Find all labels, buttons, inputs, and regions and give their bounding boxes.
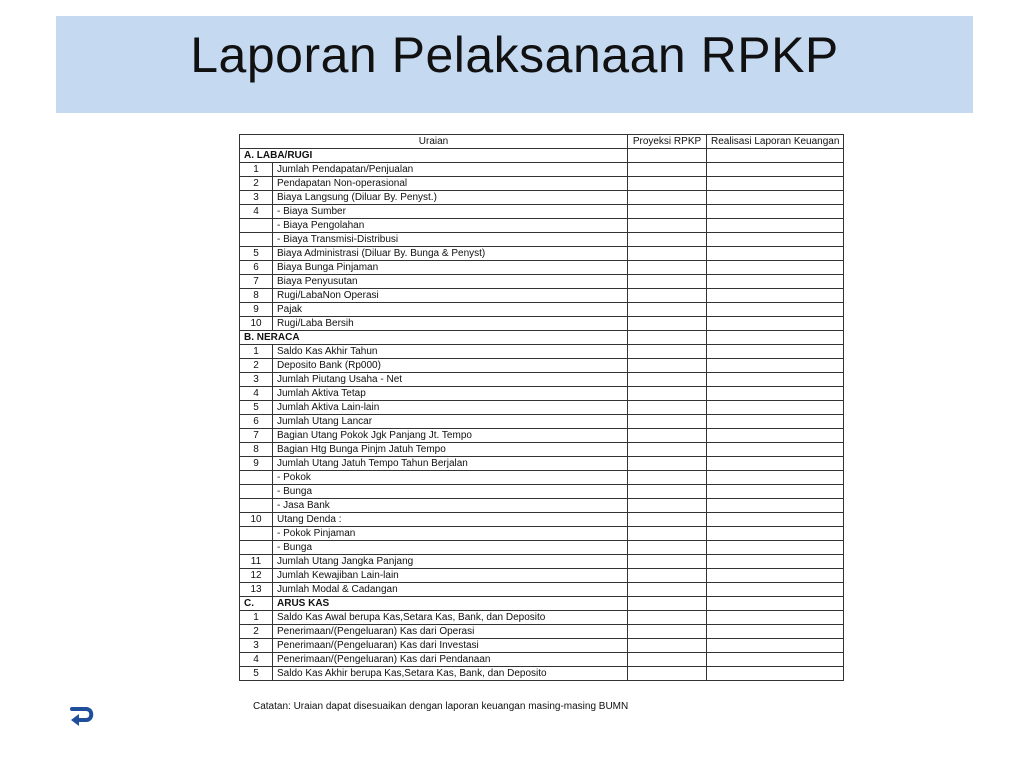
table-row xyxy=(240,415,844,429)
realisasi-cell xyxy=(707,569,844,583)
row-number: 12 xyxy=(240,569,273,583)
proyeksi-cell xyxy=(628,555,707,569)
row-description: Jumlah Piutang Usaha - Net xyxy=(273,373,628,387)
realisasi-cell xyxy=(707,275,844,289)
row-description: Jumlah Utang Jangka Panjang xyxy=(273,555,628,569)
proyeksi-cell xyxy=(628,233,707,247)
proyeksi-cell xyxy=(628,247,707,261)
realisasi-cell xyxy=(707,149,844,163)
proyeksi-cell xyxy=(628,317,707,331)
realisasi-cell xyxy=(707,541,844,555)
table-row xyxy=(240,345,844,359)
proyeksi-cell xyxy=(628,667,707,681)
table-row xyxy=(240,163,844,177)
table-row xyxy=(240,653,844,667)
row-number: 9 xyxy=(240,457,273,471)
proyeksi-cell xyxy=(628,359,707,373)
proyeksi-cell xyxy=(628,639,707,653)
row-description: Biaya Langsung (Diluar By. Penyst.) xyxy=(273,191,628,205)
section-row xyxy=(240,149,844,163)
realisasi-cell xyxy=(707,303,844,317)
table-row xyxy=(240,527,844,541)
realisasi-cell xyxy=(707,555,844,569)
row-number: 9 xyxy=(240,303,273,317)
proyeksi-cell xyxy=(628,191,707,205)
proyeksi-cell xyxy=(628,275,707,289)
table-row xyxy=(240,261,844,275)
realisasi-cell xyxy=(707,653,844,667)
table-row xyxy=(240,667,844,681)
row-number: 6 xyxy=(240,261,273,275)
proyeksi-cell xyxy=(628,261,707,275)
realisasi-cell xyxy=(707,191,844,205)
realisasi-cell xyxy=(707,331,844,345)
proyeksi-cell xyxy=(628,597,707,611)
realisasi-cell xyxy=(707,667,844,681)
row-number xyxy=(240,485,273,499)
table-row xyxy=(240,429,844,443)
row-number: 8 xyxy=(240,289,273,303)
row-number xyxy=(240,499,273,513)
table-body xyxy=(240,149,844,681)
table-row xyxy=(240,247,844,261)
realisasi-cell xyxy=(707,611,844,625)
row-number xyxy=(240,541,273,555)
row-number: 1 xyxy=(240,345,273,359)
row-description: Jumlah Utang Jatuh Tempo Tahun Berjalan xyxy=(273,457,628,471)
proyeksi-cell xyxy=(628,345,707,359)
proyeksi-cell xyxy=(628,331,707,345)
row-description: Rugi/Laba Bersih xyxy=(273,317,628,331)
row-description: - Biaya Pengolahan xyxy=(273,219,628,233)
table-row xyxy=(240,513,844,527)
table-row xyxy=(240,457,844,471)
row-description: Utang Denda : xyxy=(273,513,628,527)
proyeksi-cell xyxy=(628,457,707,471)
row-number: 13 xyxy=(240,583,273,597)
realisasi-cell xyxy=(707,219,844,233)
realisasi-cell xyxy=(707,625,844,639)
row-number: 1 xyxy=(240,611,273,625)
table-row xyxy=(240,205,844,219)
row-number: 5 xyxy=(240,401,273,415)
proyeksi-cell xyxy=(628,485,707,499)
row-description: Saldo Kas Awal berupa Kas,Setara Kas, Bank, dan Deposito xyxy=(273,611,628,625)
proyeksi-cell xyxy=(628,653,707,667)
proyeksi-cell xyxy=(628,443,707,457)
proyeksi-cell xyxy=(628,303,707,317)
row-description: Jumlah Kewajiban Lain-lain xyxy=(273,569,628,583)
row-number: 8 xyxy=(240,443,273,457)
realisasi-cell xyxy=(707,639,844,653)
row-number xyxy=(240,527,273,541)
table-row xyxy=(240,569,844,583)
row-number xyxy=(240,471,273,485)
proyeksi-cell xyxy=(628,219,707,233)
proyeksi-cell xyxy=(628,429,707,443)
realisasi-cell xyxy=(707,317,844,331)
table-row xyxy=(240,387,844,401)
proyeksi-cell xyxy=(628,541,707,555)
row-description: Pendapatan Non-operasional xyxy=(273,177,628,191)
proyeksi-cell xyxy=(628,569,707,583)
realisasi-cell xyxy=(707,443,844,457)
row-number: 3 xyxy=(240,191,273,205)
realisasi-cell xyxy=(707,289,844,303)
row-description: Jumlah Pendapatan/Penjualan xyxy=(273,163,628,177)
row-description: Penerimaan/(Pengeluaran) Kas dari Investasi xyxy=(273,639,628,653)
row-description: Rugi/LabaNon Operasi xyxy=(273,289,628,303)
table-row xyxy=(240,359,844,373)
row-description: - Biaya Sumber xyxy=(273,205,628,219)
header-uraian: Uraian xyxy=(240,135,628,149)
realisasi-cell xyxy=(707,471,844,485)
row-number: 11 xyxy=(240,555,273,569)
proyeksi-cell xyxy=(628,205,707,219)
realisasi-cell xyxy=(707,429,844,443)
section-row xyxy=(240,597,844,611)
proyeksi-cell xyxy=(628,387,707,401)
proyeksi-cell xyxy=(628,513,707,527)
row-number: 3 xyxy=(240,639,273,653)
table-row xyxy=(240,177,844,191)
realisasi-cell xyxy=(707,401,844,415)
proyeksi-cell xyxy=(628,499,707,513)
proyeksi-cell xyxy=(628,289,707,303)
table-row xyxy=(240,471,844,485)
realisasi-cell xyxy=(707,387,844,401)
title-banner xyxy=(56,16,973,113)
realisasi-cell xyxy=(707,247,844,261)
row-number: 5 xyxy=(240,667,273,681)
row-number: 2 xyxy=(240,359,273,373)
realisasi-cell xyxy=(707,359,844,373)
realisasi-cell xyxy=(707,177,844,191)
row-description: Jumlah Modal & Cadangan xyxy=(273,583,628,597)
row-number: 7 xyxy=(240,429,273,443)
realisasi-cell xyxy=(707,499,844,513)
proyeksi-cell xyxy=(628,401,707,415)
row-description: Saldo Kas Akhir berupa Kas,Setara Kas, Bank, dan Deposito xyxy=(273,667,628,681)
row-description: Jumlah Aktiva Lain-lain xyxy=(273,401,628,415)
proyeksi-cell xyxy=(628,373,707,387)
realisasi-cell xyxy=(707,163,844,177)
proyeksi-cell xyxy=(628,625,707,639)
proyeksi-cell xyxy=(628,527,707,541)
row-description: Jumlah Utang Lancar xyxy=(273,415,628,429)
realisasi-cell xyxy=(707,373,844,387)
header-proyeksi: Proyeksi RPKP xyxy=(628,135,707,149)
proyeksi-cell xyxy=(628,149,707,163)
table-row xyxy=(240,219,844,233)
return-arrow-icon[interactable] xyxy=(68,704,98,730)
row-description: Jumlah Aktiva Tetap xyxy=(273,387,628,401)
section-title: ARUS KAS xyxy=(273,597,628,611)
row-number: 1 xyxy=(240,163,273,177)
table-row xyxy=(240,555,844,569)
table-header-row xyxy=(240,135,844,149)
realisasi-cell xyxy=(707,485,844,499)
row-description: Biaya Penyusutan xyxy=(273,275,628,289)
row-number: 4 xyxy=(240,387,273,401)
row-number: 6 xyxy=(240,415,273,429)
table-row xyxy=(240,611,844,625)
proyeksi-cell xyxy=(628,177,707,191)
row-description: Biaya Bunga Pinjaman xyxy=(273,261,628,275)
proyeksi-cell xyxy=(628,611,707,625)
row-number: 3 xyxy=(240,373,273,387)
row-number xyxy=(240,233,273,247)
row-description: Deposito Bank (Rp000) xyxy=(273,359,628,373)
row-number: 2 xyxy=(240,177,273,191)
row-description: Penerimaan/(Pengeluaran) Kas dari Operasi xyxy=(273,625,628,639)
realisasi-cell xyxy=(707,261,844,275)
row-number: 5 xyxy=(240,247,273,261)
row-description: - Bunga xyxy=(273,485,628,499)
table-row xyxy=(240,317,844,331)
row-description: Bagian Utang Pokok Jgk Panjang Jt. Tempo xyxy=(273,429,628,443)
table-row xyxy=(240,289,844,303)
row-number: 10 xyxy=(240,317,273,331)
row-number: 4 xyxy=(240,205,273,219)
row-description: Penerimaan/(Pengeluaran) Kas dari Pendanaan xyxy=(273,653,628,667)
table-row xyxy=(240,233,844,247)
realisasi-cell xyxy=(707,597,844,611)
realisasi-cell xyxy=(707,415,844,429)
table-row xyxy=(240,485,844,499)
report-document xyxy=(239,134,844,681)
table-row xyxy=(240,499,844,513)
table-row xyxy=(240,639,844,653)
section-label: B. NERACA xyxy=(240,331,628,345)
table-row xyxy=(240,541,844,555)
table-row xyxy=(240,191,844,205)
realisasi-cell xyxy=(707,513,844,527)
table-row xyxy=(240,625,844,639)
table-row xyxy=(240,373,844,387)
row-description: Pajak xyxy=(273,303,628,317)
row-description: - Jasa Bank xyxy=(273,499,628,513)
proyeksi-cell xyxy=(628,471,707,485)
slide-title: Laporan Pelaksanaan RPKP xyxy=(190,27,839,83)
table-row xyxy=(240,275,844,289)
row-description: - Pokok Pinjaman xyxy=(273,527,628,541)
proyeksi-cell xyxy=(628,415,707,429)
row-number: 4 xyxy=(240,653,273,667)
row-description: Bagian Htg Bunga Pinjm Jatuh Tempo xyxy=(273,443,628,457)
row-description: Saldo Kas Akhir Tahun xyxy=(273,345,628,359)
row-number: 2 xyxy=(240,625,273,639)
row-number: 10 xyxy=(240,513,273,527)
proyeksi-cell xyxy=(628,163,707,177)
realisasi-cell xyxy=(707,233,844,247)
realisasi-cell xyxy=(707,527,844,541)
realisasi-cell xyxy=(707,583,844,597)
section-row xyxy=(240,331,844,345)
header-realisasi: Realisasi Laporan Keuangan xyxy=(707,135,844,149)
proyeksi-cell xyxy=(628,583,707,597)
row-number: 7 xyxy=(240,275,273,289)
row-number xyxy=(240,219,273,233)
table-row xyxy=(240,443,844,457)
realisasi-cell xyxy=(707,457,844,471)
row-description: - Pokok xyxy=(273,471,628,485)
footnote: Catatan: Uraian dapat disesuaikan dengan laporan keuangan masing-masing BUMN xyxy=(253,701,629,712)
row-description: - Bunga xyxy=(273,541,628,555)
row-description: - Biaya Transmisi-Distribusi xyxy=(273,233,628,247)
rpkp-table xyxy=(239,134,844,681)
table-row xyxy=(240,583,844,597)
section-label: C. xyxy=(240,597,273,611)
row-description: Biaya Administrasi (Diluar By. Bunga & Penyst) xyxy=(273,247,628,261)
table-row xyxy=(240,303,844,317)
table-row xyxy=(240,401,844,415)
realisasi-cell xyxy=(707,205,844,219)
section-label: A. LABA/RUGI xyxy=(240,149,628,163)
realisasi-cell xyxy=(707,345,844,359)
